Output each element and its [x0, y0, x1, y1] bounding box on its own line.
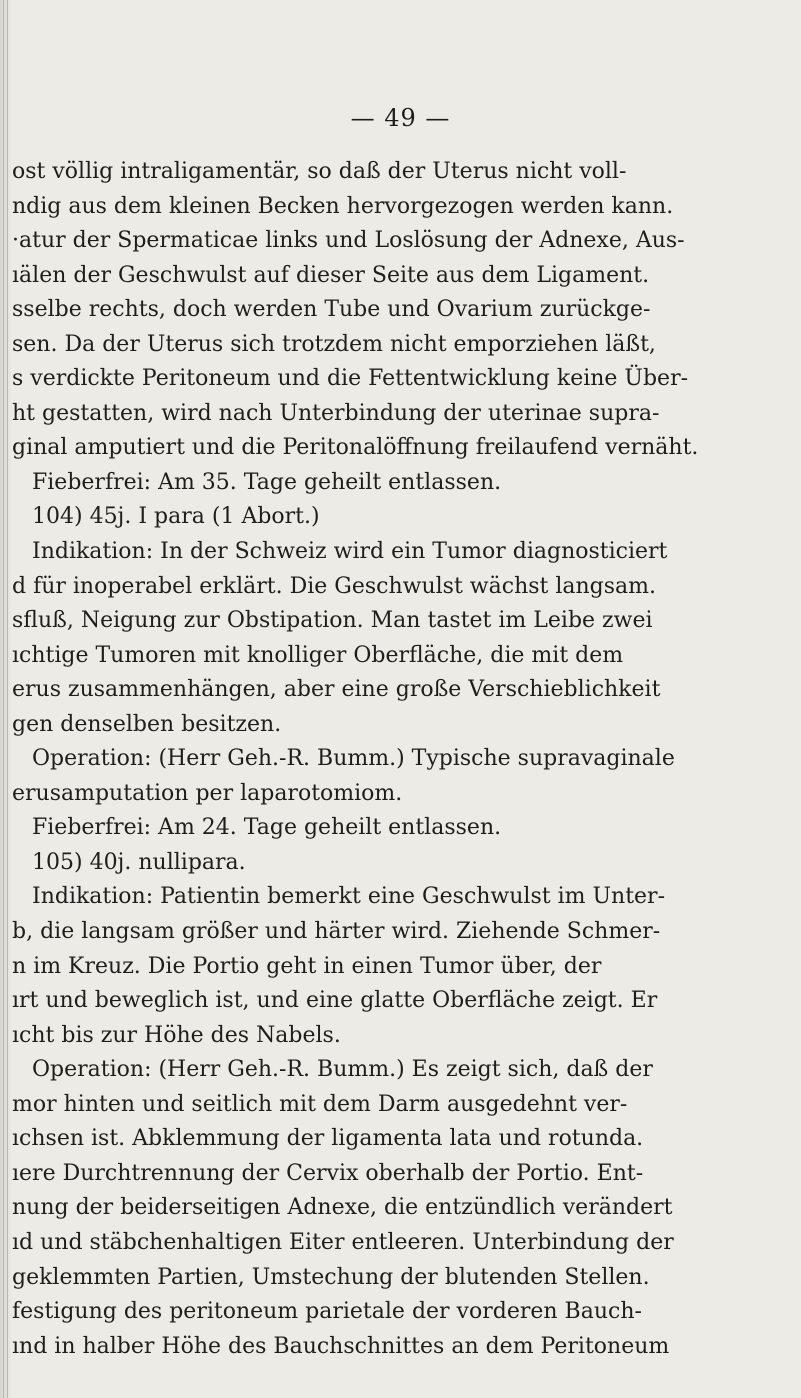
text-line: ndig aus dem kleinen Becken hervorgezogen werden kann. [12, 193, 674, 219]
text-line: ıchtige Tumoren mit knolliger Oberfläche, die mit dem [12, 642, 624, 668]
body-text [12, 155, 792, 1364]
text-line: ıälen der Geschwulst auf dieser Seite aus dem Ligament. [12, 262, 650, 288]
text-line: b, die langsam größer und härter wird. Ziehende Schmer- [12, 919, 661, 945]
text-line: ·atur der Spermaticae links und Loslösung der Adnexe, Aus- [12, 228, 685, 254]
text-line: ıcht bis zur Höhe des Nabels. [12, 1022, 341, 1048]
text-line: ıere Durchtrennung der Cervix oberhalb der Portio. Ent- [12, 1160, 644, 1186]
text-line: festigung des peritoneum parietale der vorderen Bauch- [12, 1299, 642, 1325]
text-line: sen. Da der Uterus sich trotzdem nicht emporziehen läßt, [12, 331, 656, 357]
text-line: ırt und beweglich ist, und eine glatte Oberfläche zeigt. Er [12, 988, 658, 1014]
text-line: s verdickte Peritoneum und die Fettentwicklung keine Über- [12, 366, 689, 392]
text-line: ıd und stäbchenhaltigen Eiter entleeren. Unterbindung der [12, 1229, 674, 1255]
text-line: 105) 40j. nullipara. [32, 849, 246, 875]
page-number: — 49 — [350, 104, 451, 132]
text-line: mor hinten und seitlich mit dem Darm ausgedehnt ver- [12, 1091, 628, 1117]
text-line: Indikation: Patientin bemerkt eine Geschwulst im Unter- [32, 884, 666, 910]
text-line: erusamputation per laparotomiom. [12, 780, 403, 806]
text-line: gen denselben besitzen. [12, 711, 282, 737]
text-line: geklemmten Partien, Umstechung der blutenden Stellen. [12, 1264, 650, 1290]
text-line: Indikation: In der Schweiz wird ein Tumor diagnosticiert [32, 539, 668, 565]
text-line: Operation: (Herr Geh.-R. Bumm.) Es zeigt sich, daß der [32, 1057, 653, 1083]
text-line: ht gestatten, wird nach Unterbindung der uterinae supra- [12, 400, 660, 426]
text-line: 104) 45j. I para (1 Abort.) [32, 504, 320, 530]
text-line: ıchsen ist. Abklemmung der ligamenta lata und rotunda. [12, 1126, 644, 1152]
text-line: ınd in halber Höhe des Bauchschnittes an dem Peritoneum [12, 1333, 670, 1359]
text-line: ost völlig intraligamentär, so daß der Uterus nicht voll- [12, 159, 627, 184]
text-line: Fieberfrei: Am 24. Tage geheilt entlassen. [32, 815, 502, 841]
text-line: sfluß, Neigung zur Obstipation. Man tastet im Leibe zwei [12, 608, 653, 634]
text-line: Fieberfrei: Am 35. Tage geheilt entlassen. [32, 469, 502, 495]
text-line: d für inoperabel erklärt. Die Geschwulst wächst langsam. [12, 573, 657, 599]
text-line: sselbe rechts, doch werden Tube und Ovarium zurückge- [12, 297, 651, 323]
text-line: erus zusammenhängen, aber eine große Verschieblichkeit [12, 677, 661, 703]
binding-rule [7, 0, 8, 1398]
text-line: Operation: (Herr Geh.-R. Bumm.) Typische supravaginale [32, 746, 675, 772]
text-line: n im Kreuz. Die Portio geht in einen Tumor über, der [12, 953, 602, 979]
page-binding-edge [0, 0, 12, 1398]
binding-rule [3, 0, 4, 1398]
text-line: nung der beiderseitigen Adnexe, die entzündlich verändert [12, 1195, 673, 1221]
text-line: ginal amputiert und die Peritonalöffnung freilaufend vernäht. [12, 435, 699, 461]
